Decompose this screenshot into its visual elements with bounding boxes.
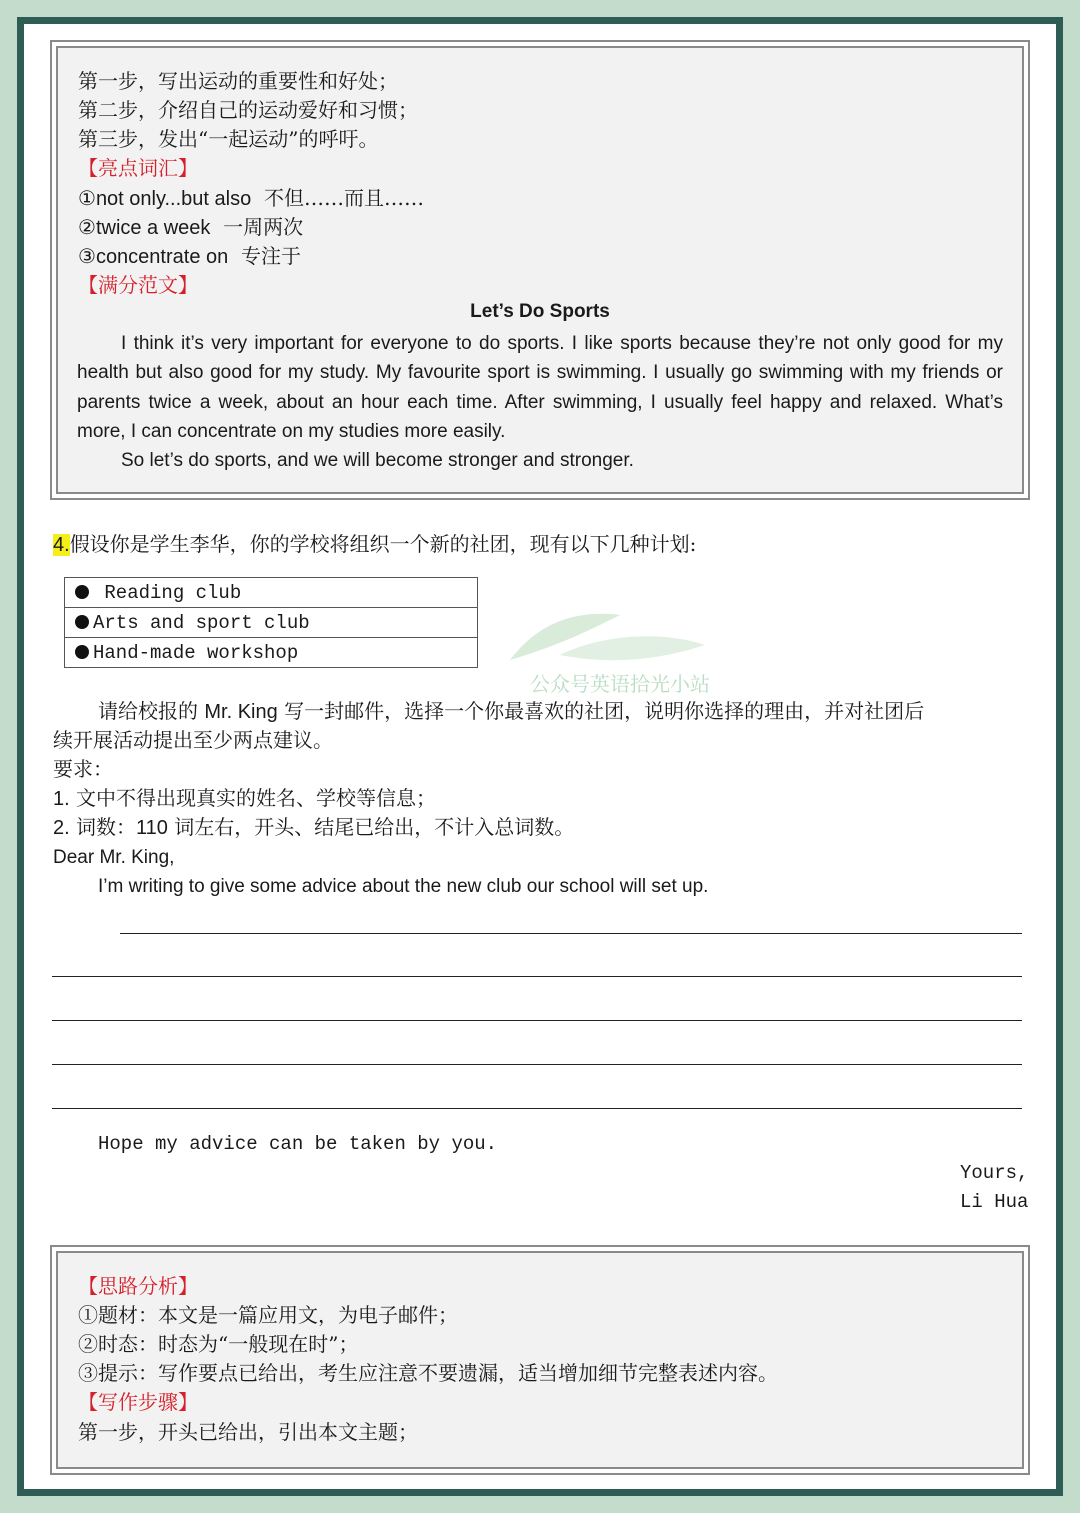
requirements-heading: 要求： <box>53 757 113 781</box>
vocab-num: ① <box>78 186 96 210</box>
watermark-leaf-icon <box>500 600 710 670</box>
writing-line[interactable] <box>52 1108 1022 1109</box>
club-label: Arts and sport club <box>93 611 310 634</box>
vocab-num: ② <box>78 215 96 239</box>
req-text: 词数： <box>76 815 137 839</box>
task-text: 写一封邮件，选择一个你最喜欢的社团，说明你选择的理由，并对社团后 <box>284 699 925 723</box>
step-2: 第二步，介绍自己的运动爱好和习惯； <box>78 98 418 122</box>
step-3: 第三步，发出“一起运动”的呼吁。 <box>78 127 379 151</box>
question-4-prompt <box>53 530 696 560</box>
vocab-en: not only...but also <box>95 188 252 210</box>
club-option <box>65 578 478 608</box>
writing-step-1: 第一步，开头已给出，引出本文主题； <box>78 1420 418 1444</box>
question-text: 假设你是学生李华，你的学校将组织一个新的社团，现有以下几种计划: <box>69 532 697 556</box>
vocab-cn: 专注于 <box>240 244 301 268</box>
req-text: 文中不得出现真实的姓名、学校等信息； <box>76 786 437 810</box>
bullet-icon <box>75 615 89 629</box>
model-paragraph-2: So let’s do sports, and we will become stronger and stronger. <box>121 450 634 471</box>
req-num: 1. <box>53 788 70 810</box>
task-line-2: 续开展活动提出至少两点建议。 <box>53 728 333 752</box>
signoff: Yours, <box>960 1162 1029 1184</box>
step-1: 第一步，写出运动的重要性和好处； <box>78 69 398 93</box>
writing-line[interactable] <box>120 933 1022 934</box>
table-row <box>65 578 478 608</box>
vocab-cn: 不但……而且…… <box>263 186 424 210</box>
analysis-heading: 【思路分析】 <box>78 1274 198 1298</box>
salutation: Dear Mr. King, <box>53 847 175 868</box>
analysis-item: ①题材：本文是一篇应用文，为电子邮件； <box>78 1303 458 1327</box>
vocab-item <box>78 242 301 272</box>
vocab-item <box>78 213 303 243</box>
writing-line[interactable] <box>52 976 1022 977</box>
vocab-heading: 【亮点词汇】 <box>78 156 198 180</box>
task-recipient: Mr. King <box>204 701 278 723</box>
requirement-1 <box>53 784 436 814</box>
club-label: Hand-made workshop <box>93 641 299 664</box>
table-row <box>65 608 478 638</box>
vocab-item <box>78 184 424 214</box>
club-label: Reading club <box>104 581 242 604</box>
club-option <box>65 638 478 668</box>
closing-sentence: Hope my advice can be taken by you. <box>98 1133 498 1155</box>
req-text: 词左右，开头、结尾已给出，不计入总词数。 <box>174 815 575 839</box>
requirement-2 <box>53 813 574 843</box>
writing-line[interactable] <box>52 1064 1022 1065</box>
bullet-icon <box>75 645 89 659</box>
bullet-icon <box>75 585 89 599</box>
model-heading: 【满分范文】 <box>78 273 198 297</box>
signature: Li Hua <box>960 1191 1029 1213</box>
model-paragraph-1: I think it’s very important for everyone to do sports. I like sports because they’re not only good for my health but also good for my study. My favourite sport is swimming. I usually go swimming with my friends or parents twice a week, about an hour each time. After swimming, I usually feel happy and relaxed. What’s more, I can concentrate on my studies more easily. <box>77 333 1003 442</box>
task-text: 请给校报的 <box>98 699 198 723</box>
club-options-table <box>64 577 478 668</box>
task-line-1 <box>98 697 924 727</box>
club-option <box>65 608 478 638</box>
analysis-item: ②时态：时态为“一般现在时”； <box>78 1332 359 1356</box>
analysis-item: ③提示：写作要点已给出，考生应注意不要遗漏，适当增加细节完整表述内容。 <box>78 1361 778 1385</box>
word-count: 110 <box>136 817 168 839</box>
table-row <box>65 638 478 668</box>
vocab-en: concentrate on <box>95 246 229 268</box>
vocab-en: twice a week <box>95 217 211 239</box>
vocab-cn: 一周两次 <box>223 215 304 239</box>
opening-sentence: I’m writing to give some advice about the new club our school will set up. <box>98 876 709 897</box>
steps-heading: 【写作步骤】 <box>78 1390 198 1414</box>
writing-line[interactable] <box>52 1020 1022 1021</box>
watermark-text: 公众号英语拾光小站 <box>530 672 710 696</box>
vocab-num: ③ <box>78 244 96 268</box>
model-title: Let’s Do Sports <box>470 301 610 322</box>
question-number: 4. <box>53 534 70 556</box>
req-num: 2. <box>53 817 70 839</box>
